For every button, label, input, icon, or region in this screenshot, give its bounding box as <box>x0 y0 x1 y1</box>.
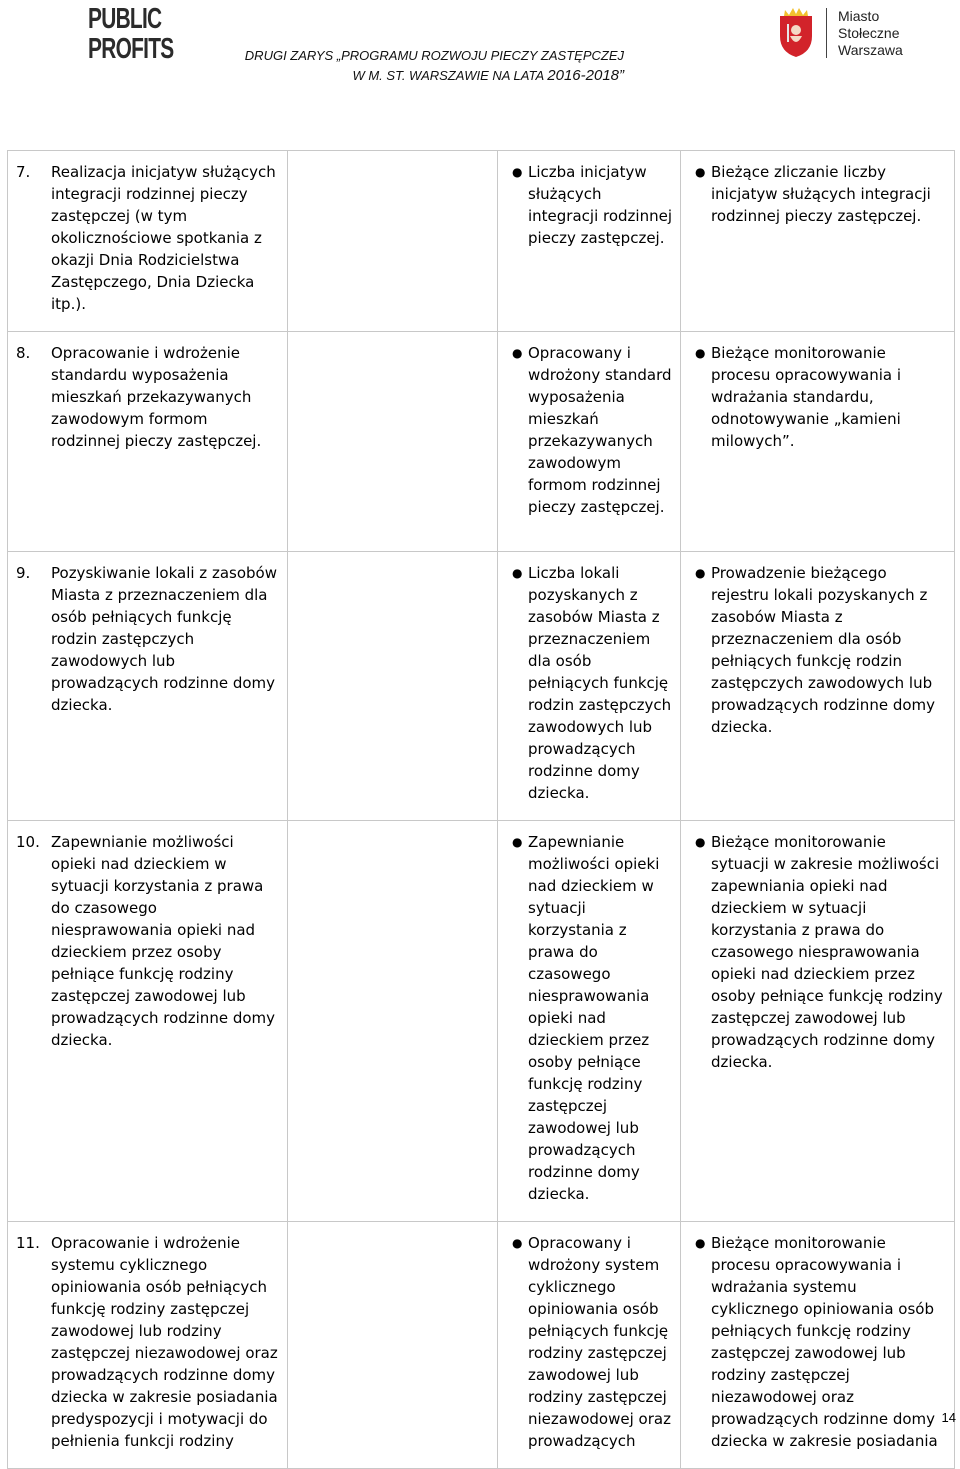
task-number: 11. <box>16 1234 40 1252</box>
task-text: Realizacja inicjatyw służących integracji rodzinnej pieczy zastępczej (w tym okolicznościowe spotkania z okazji Dnia Rodzicielstwa Zastępczego, Dnia Dziecka itp.). <box>51 163 276 313</box>
task-cell <box>8 821 288 1222</box>
task-number: 8. <box>16 344 31 362</box>
task-text: Opracowanie i wdrożenie standardu wyposażenia mieszkań przekazywanych zawodowym formom rodzinnej pieczy zastępczej. <box>51 344 262 450</box>
header-title-line-2 <box>204 66 624 86</box>
table-row <box>8 1222 955 1469</box>
header-divider <box>826 8 827 58</box>
bullet-icon: ● <box>695 165 706 179</box>
logo-line-2: PROFITS <box>88 33 174 65</box>
public-profits-logo <box>88 3 174 68</box>
bullet-icon: ● <box>512 1236 523 1250</box>
page-number: 14 <box>941 1410 956 1425</box>
header-title-years: 2016-2018” <box>547 67 624 84</box>
task-text: Opracowanie i wdrożenie systemu cyklicznego opiniowania osób pełniących funkcję rodziny zastępczej zawodowej lub rodziny zastępczej niezawodowej oraz prowadzących rodzinne domy dziecka w zakresie posiadania predyspozycji i motywacji do pełnienia funkcji rodziny <box>51 1234 278 1450</box>
header-title-line-1: DRUGI ZARYS „PROGRAMU ROZWOJU PIECZY ZASTĘPCZEJ <box>244 48 624 63</box>
task-number: 10. <box>16 833 40 851</box>
table-row <box>8 821 955 1222</box>
monitoring-text: Prowadzenie bieżącego rejestru lokali pozyskanych z zasobów Miasta z przeznaczeniem dla osób pełniących funkcję rodzin zastępczych zawodowych lub prowadzących rodzinne domy dziecka. <box>711 564 936 736</box>
indicator-cell <box>498 332 681 552</box>
empty-cell <box>288 821 498 1222</box>
bullet-icon: ● <box>512 835 523 849</box>
city-name-line-3: Warszawa <box>838 42 903 58</box>
bullet-icon: ● <box>695 1236 706 1250</box>
header-title-line-2a: W M. ST. WARSZAWIE NA LATA <box>352 68 548 83</box>
monitoring-cell <box>681 552 955 821</box>
document-header-title <box>204 46 624 86</box>
monitoring-text: Bieżące zliczanie liczby inicjatyw służących integracji rodzinnej pieczy zastępczej. <box>711 163 931 225</box>
monitoring-cell <box>681 821 955 1222</box>
indicator-cell <box>498 552 681 821</box>
bullet-icon: ● <box>512 165 523 179</box>
bullet-icon: ● <box>695 835 706 849</box>
empty-cell <box>288 151 498 332</box>
logo-line-1: PUBLIC <box>88 3 162 35</box>
monitoring-cell <box>681 332 955 552</box>
bullet-icon: ● <box>512 346 523 360</box>
task-text: Zapewnianie możliwości opieki nad dzieckiem w sytuacji korzystania z prawa do czasowego niesprawowania opieki nad dzieckiem przez osoby pełniące funkcję rodziny zastępczej zawodowej lub prowadzących rodzinne domy dziecka. <box>51 833 276 1049</box>
task-cell <box>8 151 288 332</box>
monitoring-text: Bieżące monitorowanie sytuacji w zakresie możliwości zapewniania opieki nad dzieckiem w sytuacji korzystania z prawa do czasowego niesprawowania opieki nad dzieckiem przez osoby pełniące funkcję rodziny zastępczej zawodowej lub prowadzących rodzinne domy dziecka. <box>711 833 943 1071</box>
indicator-cell <box>498 1222 681 1469</box>
indicator-cell <box>498 151 681 332</box>
task-number: 9. <box>16 564 31 582</box>
task-cell <box>8 332 288 552</box>
empty-cell <box>288 1222 498 1469</box>
table-row <box>8 552 955 821</box>
indicator-text: Opracowany i wdrożony standard wyposażenia mieszkań przekazywanych zawodowym formom rodzinnej pieczy zastępczej. <box>528 344 672 516</box>
indicator-text: Liczba lokali pozyskanych z zasobów Miasta z przeznaczeniem dla osób pełniących funkcję rodzin zastępczych zawodowych lub prowadzących rodzinne domy dziecka. <box>528 564 672 802</box>
monitoring-cell <box>681 151 955 332</box>
bullet-icon: ● <box>695 566 706 580</box>
empty-cell <box>288 332 498 552</box>
warsaw-crest-icon <box>776 6 816 58</box>
task-cell <box>8 552 288 821</box>
task-cell <box>8 1222 288 1469</box>
task-number: 7. <box>16 163 31 181</box>
indicator-text: Opracowany i wdrożony system cyklicznego opiniowania osób pełniących funkcję rodziny zastępczej zawodowej lub rodziny zastępczej niezawodowej oraz prowadzących <box>528 1234 671 1450</box>
empty-cell <box>288 552 498 821</box>
indicator-cell <box>498 821 681 1222</box>
monitoring-text: Bieżące monitorowanie procesu opracowywania i wdrażania systemu cyklicznego opiniowania osób pełniących funkcję rodziny zastępczej zawodowej lub rodziny zastępczej niezawodowej oraz prowadzących rodzinne domy dziecka w zakresie posiadania <box>711 1234 938 1450</box>
monitoring-cell <box>681 1222 955 1469</box>
bullet-icon: ● <box>512 566 523 580</box>
city-name-line-2: Stołeczne <box>838 25 900 41</box>
city-name <box>838 8 903 59</box>
program-table <box>7 150 955 1469</box>
indicator-text: Liczba inicjatyw służących integracji rodzinnej pieczy zastępczej. <box>528 163 673 247</box>
city-name-line-1: Miasto <box>838 8 880 24</box>
table-row <box>8 332 955 552</box>
table-row <box>8 151 955 332</box>
monitoring-text: Bieżące monitorowanie procesu opracowywania i wdrażania standardu, odnotowywanie „kamieni milowych”. <box>711 344 901 450</box>
task-text: Pozyskiwanie lokali z zasobów Miasta z przeznaczeniem dla osób pełniących funkcję rodzin zastępczych zawodowych lub prowadzących rodzinne domy dziecka. <box>51 564 277 714</box>
indicator-text: Zapewnianie możliwości opieki nad dzieckiem w sytuacji korzystania z prawa do czasowego niesprawowania opieki nad dzieckiem przez osoby pełniące funkcję rodziny zastępczej zawodowej lub prowadzących rodzinne domy dziecka. <box>528 833 660 1203</box>
bullet-icon: ● <box>695 346 706 360</box>
